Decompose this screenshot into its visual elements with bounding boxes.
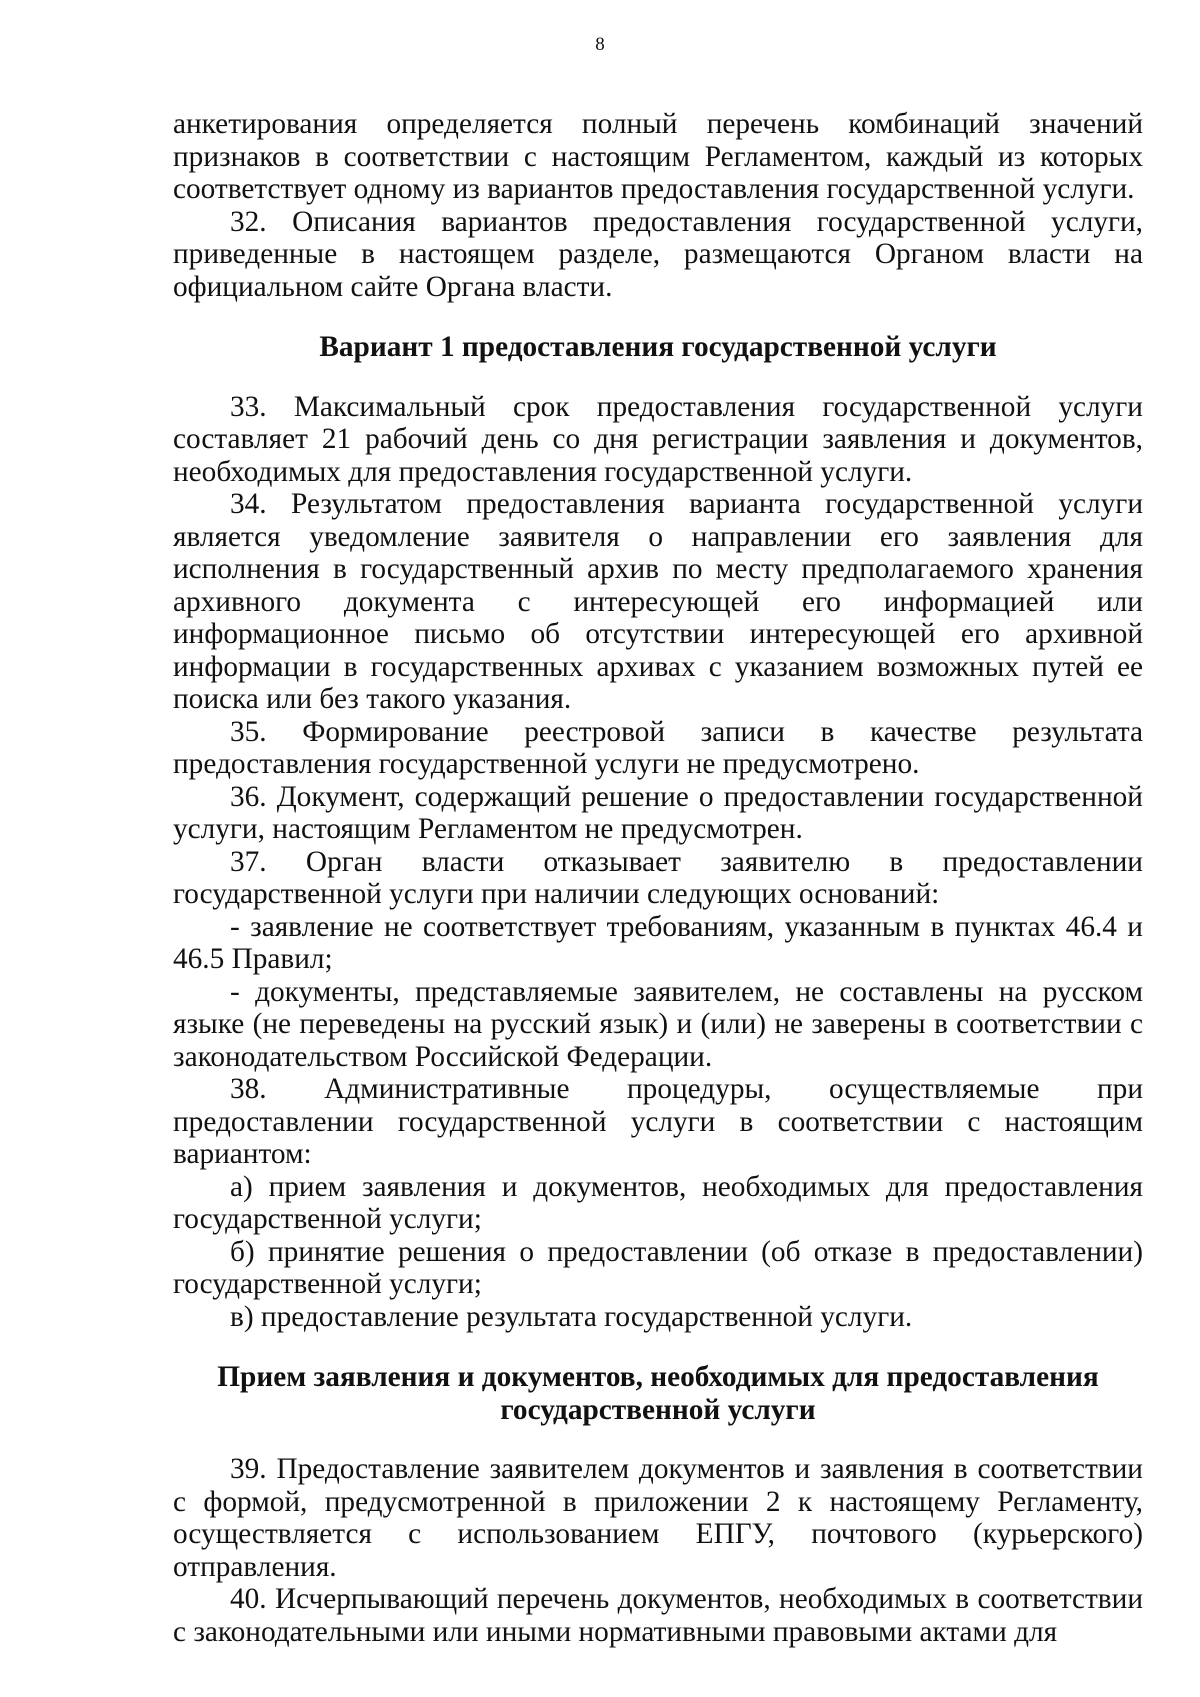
document-body [173,108,1143,1648]
list-item-procedure-b: б) принятие решения о предоставлении (об отказе в предоставлении) государственной услуги; [173,1235,1143,1300]
list-item-procedure-c: в) предоставление результата государственной услуги. [230,1300,913,1333]
paragraph-33: 33. Максимальный срок предоставления государственной услуги составляет 21 рабочий день со дня регистрации заявления и документов, необходимых для предоставления государственной услуги. [173,390,1143,488]
paragraph-37: 37. Орган власти отказывает заявителю в предоставлении государственной услуги при наличии следующих оснований: [173,845,1143,910]
section-heading-reception-line1: Прием заявления и документов, необходимых для предоставления [217,1361,1099,1393]
paragraph-39: 39. Предоставление заявителем документов и заявления в соответствии с формой, предусмотренной в приложении 2 к настоящему Регламенту, осуществляется с использованием ЕПГУ, почтового (курьерского) отправления. [173,1453,1143,1583]
paragraph-35: 35. Формирование реестровой записи в качестве результата предоставления государственной услуги не предусмотрено. [173,715,1143,780]
list-item-refusal-1: - заявление не соответствует требованиям, указанным в пунктах 46.4 и 46.5 Правил; [173,910,1143,975]
paragraph-40: 40. Исчерпывающий перечень документов, необходимых в соответствии с законодательными или иными нормативными правовыми актами для [173,1583,1143,1648]
section-heading-reception-line2: государственной услуги [500,1393,816,1426]
page-number: 8 [595,34,605,55]
section-heading-variant-1: Вариант 1 предоставления государственной услуги [319,331,997,363]
paragraph-36: 36. Документ, содержащий решение о предоставлении государственной услуги, настоящим Регламентом не предусмотрен. [173,780,1143,845]
paragraph-38: 38. Административные процедуры, осуществляемые при предоставлении государственной услуги в соответствии с настоящим вариантом: [173,1073,1143,1170]
list-item-refusal-2: - документы, представляемые заявителем, не составлены на русском языке (не переведены на русский язык) и (или) не заверены в соответствии с законодательством Российской Федерации. [173,975,1143,1073]
list-item-procedure-a: а) прием заявления и документов, необходимых для предоставления государственной услуги; [173,1170,1143,1235]
paragraph-continuation: анкетирования определяется полный перечень комбинаций значений признаков в соответствии с настоящим Регламентом, каждый из которых соответствует одному из вариантов предоставления государственной услуги. [173,108,1143,205]
paragraph-32: 32. Описания вариантов предоставления государственной услуги, приведенные в настоящем разделе, размещаются Органом власти на официальном сайте Органа власти. [173,205,1143,303]
paragraph-34: 34. Результатом предоставления варианта государственной услуги является уведомление заявителя о направлении его заявления для исполнения в государственный архив по месту предполагаемого хранения архивного документа с интересующей его информацией или информационное письмо об отсутствии интересующей его архивной информации в государственных архивах с указанием возможных путей ее поиска или без такого указания. [173,488,1143,715]
section-heading-reception [173,1361,1143,1426]
